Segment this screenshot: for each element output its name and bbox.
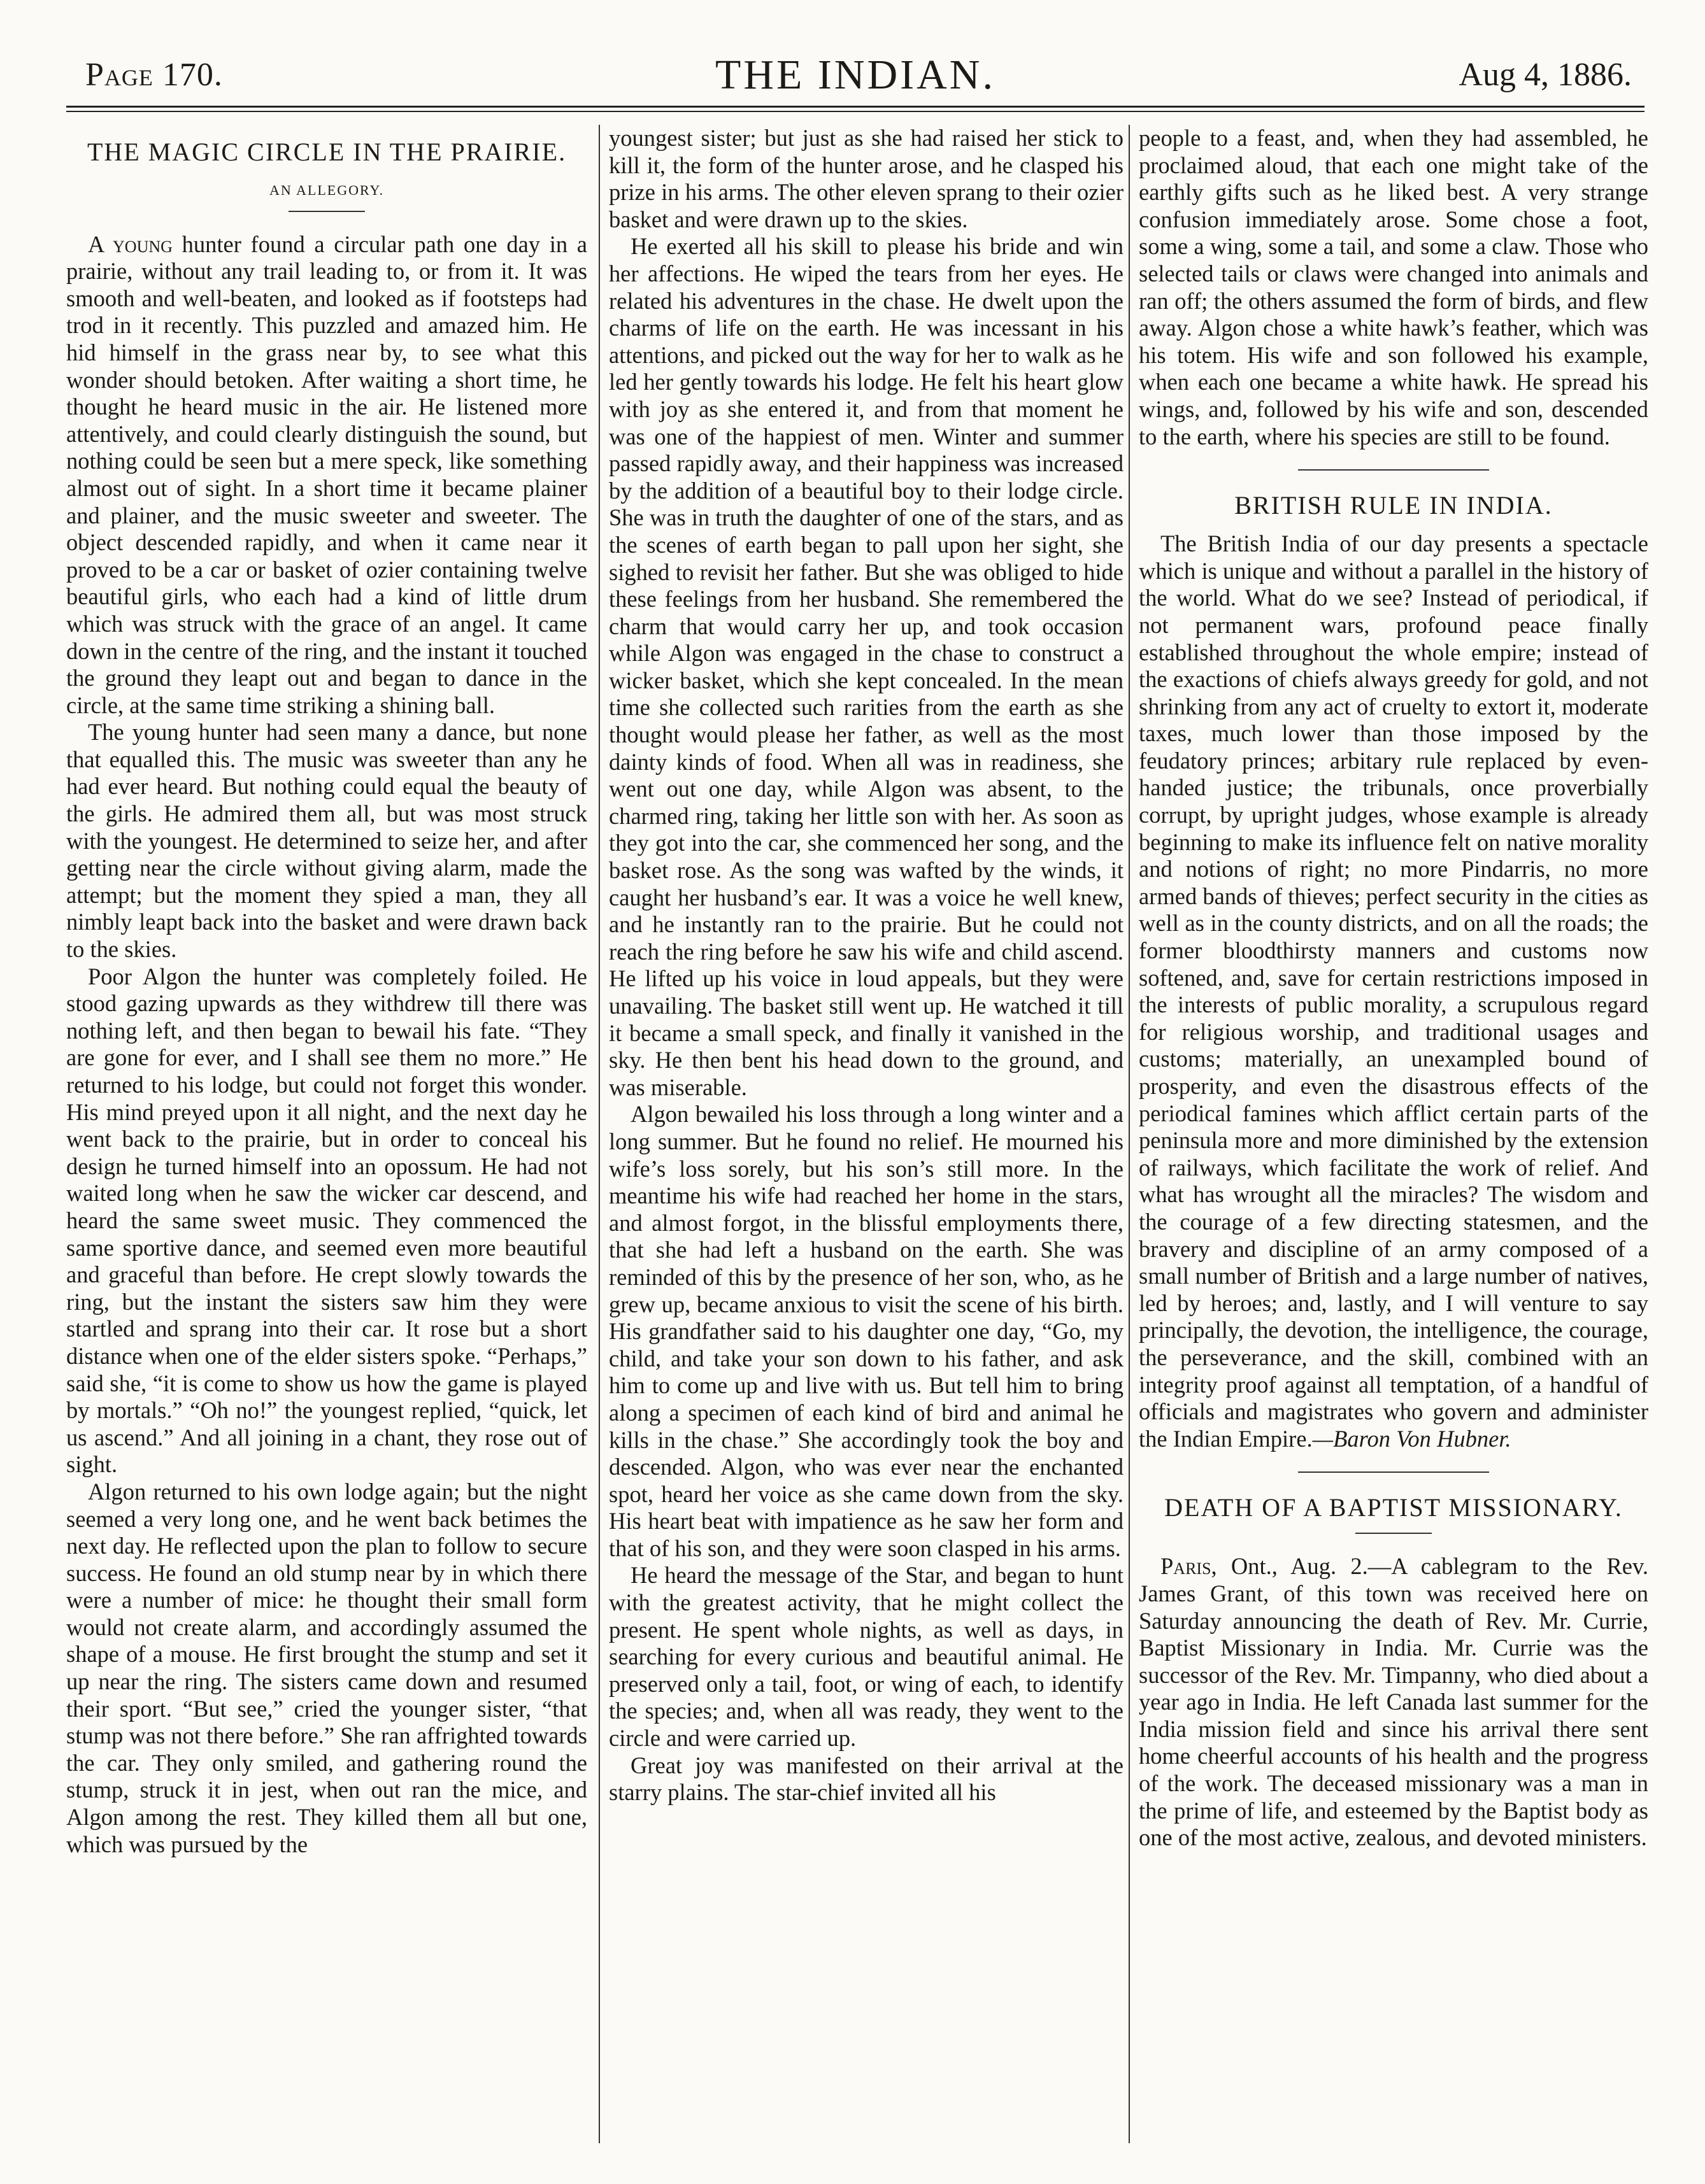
masthead [66, 45, 1644, 108]
article-headline: DEATH OF A BAPTIST MISSIONARY. [1164, 1493, 1623, 1522]
column-1 [66, 125, 587, 2143]
paragraph: people to a feast, and, when they had assembled, he proclaimed aloud, that each one might take of the earthly gifts such as he liked best. A very strange confusion immediately arose. Some chose a foot, some a wing, some a tail, and some a claw. Those who selected tails or claws were changed into animals and ran off; the others assumed the form of birds, and flew away. Algon chose a white hawk’s feather, which was his totem. His wife and son followed his example, when each one became a white hawk. He spread his wings, and, followed by his wife and son, descended to the earth, where his species are still to be found. [1139, 125, 1648, 450]
article-headline: BRITISH RULE IN INDIA. [1234, 491, 1553, 520]
paragraph: He heard the message of the Star, and began to hunt with the greatest activity, that he might collect the present. He spent whole nights, as well as days, in searching for every curious and beautiful animal. He preserved only a tail, foot, or wing of each, to identify the species; and, when all was ready, they went to the circle and were carried up. [609, 1562, 1124, 1752]
dateline: Paris [1160, 1553, 1211, 1580]
column-3 [1129, 125, 1648, 2143]
issue-date: Aug 4, 1886. [1459, 57, 1632, 93]
divider [1298, 1471, 1489, 1473]
lead-in: A young [88, 230, 173, 257]
paragraph: He exerted all his skill to please his bride and win her affections. He wiped the tears from her eyes. He related his adventures in the chase. He dwelt upon the charms of life on the earth. He was incessant in his attentions, and picked out the way for her to walk as he led her gently towards his lodge. He felt his heart glow with joy as she entered it, and from that moment he was one of the happiest of men. Winter and summer passed rapidly away, and their happiness was increased by the addition of a beautiful boy to their lodge circle. She was in truth the daughter of one of the stars, and as the scenes of earth began to pall upon her sight, she sighed to revisit her father. But she was obliged to hide these feelings from her husband. She remembered the charm that would carry her up, and took occasion while Algon was engaged in the chase to construct a wicker basket, which she kept concealed. In the mean time she collected such rarities from the earth as she thought would please her father, as well as the most dainty kinds of food. When all was in readiness, she went out one day, while Algon was absent, to the charmed ring, taking her little son with her. As soon as they got into the car, she commenced her song, and the basket rose. As the song was wafted by the winds, it caught her husband’s ear. It was a voice he well knew, and he instantly ran to the prairie. But he could not reach the ring before he saw his wife and child ascend. He lifted up his voice in loud appeals, but they were unavailing. The basket still went up. He watched it till it became a small speck, and finally it vanished in the sky. He then bent his head down to the ground, and was miserable. [609, 233, 1124, 1100]
newspaper-page [66, 45, 1648, 2146]
article-subheading: AN ALLEGORY. [269, 182, 385, 198]
paragraph: youngest sister; but just as she had raised her stick to kill it, the form of the hunter arose, and he clasped his prize in his arms. The other eleven sprang to their ozier basket and were drawn up to the skies. [609, 125, 1124, 232]
divider [1298, 469, 1489, 471]
paragraph: Poor Algon the hunter was completely foiled. He stood gazing upwards as they withdrew till there was nothing left, and then began to bewail his fate. “They are gone for ever, and I shall see them no more.” He returned to his lodge, but could not forget this wonder. His mind preyed upon it all night, and the next day he went back to the prairie, but in order to conceal his design he turned himself into an opossum. He had not waited long when he saw the wicker car descend, and heard the same sweet music. They commenced the same sportive dance, and seemed even more beautiful and graceful than before. He crept slowly towards the ring, but the instant the sisters saw him they were startled and sprang into their car. It rose but a short distance when one of the elder sisters spoke. “Perhaps,” said she, “it is come to show us how the game is played by mortals.” “Oh no!” the youngest replied, “quick, let us ascend.” And all joining in a chant, they rose out of sight. [66, 963, 587, 1478]
paragraph: A young hunter found a circular path one day in a prairie, without any trail leading to, or from it. It was smooth and well-beaten, and looked as if footsteps had trod in it recently. This puzzled and amazed him. He hid himself in the grass near by, to see what this wonder should betoken. After waiting a short time, he thought he heard music in the air. He listened more attentively, and could clearly distinguish the sound, but nothing could be seen but a mere speck, like something almost out of sight. In a short time it became plainer and plainer, and the music sweeter and sweeter. The object descended rapidly, and when it came near it proved to be a car or basket of ozier containing twelve beautiful girls, who each had a kind of little drum which was struck with the grace of an angel. It came down in the centre of the ring, and the instant it touched the ground they leapt out and began to dance in the circle, at the same time striking a shining ball. [66, 230, 587, 718]
paragraph: Algon returned to his own lodge again; but the night seemed a very long one, and he went back betimes the next day. He reflected upon the plan to follow to secure success. He found an old stump near by in which there were a number of mice: he thought their small form would not create alarm, and accordingly assumed the shape of a mouse. He first brought the stump and set it up near the ring. The sisters came down and resumed their sport. “But see,” cried the younger sister, “that stump was not there before.” She ran affrighted towards the car. They only smiled, and gathering round the stump, struck it in jest, when out ran the mice, and Algon among the rest. They killed them all but one, which was pursued by the [66, 1478, 587, 1857]
newspaper-title: THE INDIAN. [715, 52, 995, 98]
paragraph: The British India of our day presents a spectacle which is unique and without a parallel in the history of the world. What do we see? Instead of periodical, if not permanent wars, profound peace finally established throughout the whole empire; instead of the exactions of chiefs always greedy for gold, and not shrinking from any act of cruelty to extort it, moderate taxes, much lower than those imposed by the feudatory princes; arbitary rule replaced by even-handed justice; the tribunals, once proverbially corrupt, by upright judges, whose example is already beginning to make its influence felt on native morality and notions of right; no more Pindarris, no more armed bands of thieves; perfect security in the cities as well as in the county districts, and on all the roads; the former bloodthirsty manners and customs now softened, and, save for certain restrictions imposed in the interests of public morality, a scrupulous regard for religious worship, and traditional usages and customs; materially, an unexampled bound of prosperity, and even the disastrous effects of the periodical famines which afflict certain parts of the peninsula more and more diminished by the extension of railways, which facilitate the work of relief. And what has wrought all the miracles? The wisdom and the courage of a few directing statesmen, and the bravery and discipline of an army composed of a small number of British and a large number of natives, led by heroes; and, lastly, and I will venture to say principally, the devotion, the intelligence, the courage, the perseverance, and the skill, combined with an integrity proof against all temptation, of a handful of officials and magistrates who govern and administer the Indian Empire.—Baron Von Hubner. [1139, 530, 1648, 1452]
divider [1355, 1533, 1432, 1534]
paragraph: Algon bewailed his loss through a long winter and a long summer. But he found no relief. He mourned his wife’s loss sorely, but his son’s still more. In the meantime his wife had reached her home in the stars, and almost forgot, in the blissful employments there, that she had left a husband on the earth. She was reminded of this by the presence of her son, who, as he grew up, became anxious to visit the scene of his birth. His grandfather said to his daughter one day, “Go, my child, and take your son down to his father, and ask him to come up and live with us. But tell him to bring along a specimen of each kind of bird and animal he kills in the chase.” She accordingly took the boy and descended. Algon, who was ever near the enchanted spot, heard her voice as she came down from the sky. His heart beat with impatience as he saw her form and that of his son, and they were soon clasped in his arms. [609, 1101, 1124, 1561]
article-headline: THE MAGIC CIRCLE IN THE PRAIRIE. [87, 138, 567, 166]
paragraph: Great joy was manifested on their arrival at the starry plains. The star-chief invited all his [609, 1752, 1124, 1806]
column-2 [599, 125, 1124, 2143]
page-number: Page 170. [85, 57, 223, 93]
divider [289, 211, 365, 212]
byline: —Baron Von Hubner. [1312, 1425, 1511, 1452]
columns [66, 125, 1648, 2143]
paragraph: Paris, Ont., Aug. 2.—A cablegram to the Rev. James Grant, of this town was received here on Saturday announcing the death of Rev. Mr. Currie, Baptist Missionary in India. Mr. Currie was the successor of the Rev. Mr. Timpanny, who died about a year ago in India. He left Canada last summer for the India mission field and since his arrival there sent home cheerful accounts of his health and the progress of the work. The deceased missionary was a man in the prime of life, and esteemed by the Baptist body as one of the most active, zealous, and devoted ministers. [1139, 1553, 1648, 1851]
paragraph: The young hunter had seen many a dance, but none that equalled this. The music was sweeter than any he had ever heard. But nothing could equal the beauty of the girls. He admired them all, but was most struck with the youngest. He determined to seize her, and after getting near the circle without giving alarm, made the attempt; but the moment they spied a man, they all nimbly leapt back into the basket and were drawn back to the skies. [66, 719, 587, 963]
